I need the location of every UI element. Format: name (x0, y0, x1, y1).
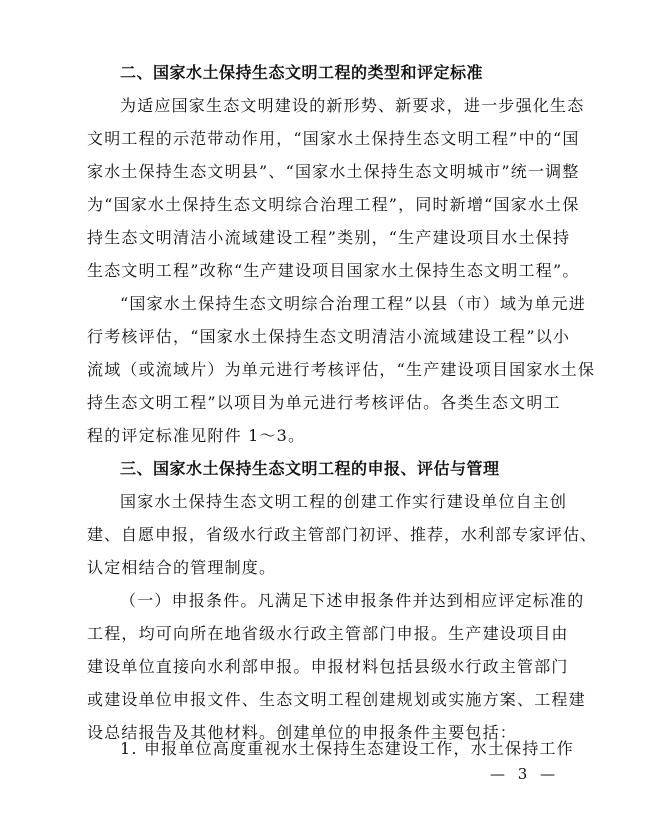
text-line: 行考核评估，“国家水土保持生态文明清洁小流域建设工程”以小 (87, 327, 571, 346)
text-line: 持生态文明工程”以项目为单元进行考核评估。各类生态文明工 (87, 393, 561, 412)
text-line: 或建设单位申报文件、生态文明工程创建规划或实施方案、工程建 (87, 690, 586, 709)
list-item-1: 1. 申报单位高度重视水土保持生态建设工作，水土保持工作 (120, 739, 574, 758)
text-line: 工程，均可向所在地省级水行政主管部门申报。生产建设项目由 (87, 624, 569, 643)
text-line: 为适应国家生态文明建设的新形势、新要求，进一步强化生态 (120, 96, 585, 115)
text-line: 持生态文明清洁小流域建设工程”类别，“生产建设项目水土保持 (87, 228, 571, 247)
text-line: 认定相结合的管理制度。 (87, 558, 277, 577)
section-2-heading: 二、国家水土保持生态文明工程的类型和评定标准 (120, 63, 484, 82)
page-number: — 3 — (490, 765, 560, 783)
text-line: 设总结报告及其他材料。创建单位的申报条件主要包括： (87, 723, 518, 742)
text-line: 程的评定标准见附件 1～3。 (87, 426, 306, 445)
text-line: （一）申报条件。凡满足下述申报条件并达到相应评定标准的 (120, 591, 585, 610)
text-line: 文明工程的示范带动作用，“国家水土保持生态文明工程”中的“国 (87, 129, 580, 148)
section-3-heading: 三、国家水土保持生态文明工程的申报、评估与管理 (120, 459, 500, 478)
text-line: 国家水土保持生态文明工程的创建工作实行建设单位自主创 (120, 492, 568, 511)
text-line: 为“国家水土保持生态文明综合治理工程”，同时新增“国家水土保 (87, 195, 580, 214)
text-line: 生态文明工程”改称“生产建设项目国家水土保持生态文明工程”。 (87, 261, 580, 280)
text-line: 流域（或流域片）为单元进行考核评估，“生产建设项目国家水土保 (87, 360, 596, 379)
text-line: 家水土保持生态文明县”、“国家水土保持生态文明城市”统一调整 (87, 162, 580, 181)
text-line: “国家水土保持生态文明综合治理工程”以县（市）域为单元进 (120, 294, 586, 313)
text-line: 建设单位直接向水利部申报。申报材料包括县级水行政主管部门 (87, 657, 569, 676)
text-line: 建、自愿申报，省级水行政主管部门初评、推荐，水利部专家评估、 (87, 525, 598, 544)
